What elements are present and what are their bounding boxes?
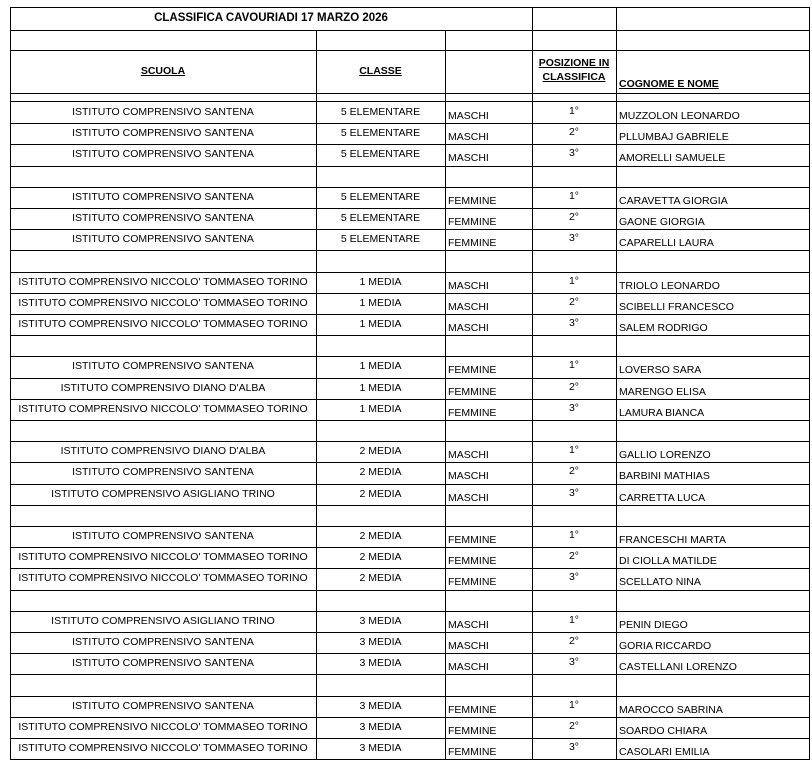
cell-genere: MASCHI <box>448 640 489 652</box>
cell-classe: 3 MEDIA <box>359 699 402 712</box>
cell-scuola: ISTITUTO COMPRENSIVO SANTENA <box>72 530 254 542</box>
cell-posizione: 3° <box>568 232 580 245</box>
cell-scuola: ISTITUTO COMPRENSIVO ASIGLIANO TRINO <box>51 487 275 500</box>
cell-posizione: 3° <box>568 571 580 584</box>
cell-scuola: ISTITUTO COMPRENSIVO SANTENA <box>72 657 254 670</box>
cell-genere: FEMMINE <box>448 534 497 546</box>
cell-nome: CASTELLANI LORENZO <box>619 661 737 674</box>
cell-classe: 2 MEDIA <box>359 445 402 458</box>
cell-nome: MARENGO ELISA <box>619 385 706 398</box>
cell-posizione: 1° <box>568 698 580 711</box>
cell-posizione: 2° <box>568 126 580 139</box>
cell-nome: PLLUMBAJ GABRIELE <box>619 131 729 144</box>
cell-posizione: 3° <box>568 741 580 753</box>
cell-posizione: 2° <box>568 295 580 308</box>
cell-scuola: ISTITUTO COMPRENSIVO SANTENA <box>72 127 254 140</box>
cell-nome: CAPARELLI LAURA <box>619 237 714 250</box>
cell-posizione: 1° <box>568 189 580 202</box>
cell-classe: 3 MEDIA <box>359 720 402 733</box>
cell-posizione: 1° <box>568 105 580 117</box>
cell-genere: FEMMINE <box>448 724 497 737</box>
cell-nome: GORIA RICCARDO <box>619 640 712 652</box>
cell-genere: MASCHI <box>448 110 489 122</box>
cell-posizione: 1° <box>568 529 580 541</box>
cell-genere: MASCHI <box>448 470 489 483</box>
cell-scuola: ISTITUTO COMPRENSIVO SANTENA <box>72 466 254 479</box>
cell-genere: FEMMINE <box>448 194 497 207</box>
cell-scuola: ISTITUTO COMPRENSIVO SANTENA <box>72 190 254 203</box>
cell-nome: CARRETTA LUCA <box>619 491 706 504</box>
cell-nome: MUZZOLON LEONARDO <box>619 110 740 122</box>
cell-nome: SALEM RODRIGO <box>619 322 708 334</box>
cell-genere: MASCHI <box>448 322 489 334</box>
cell-genere: MASCHI <box>448 131 489 144</box>
header-cognome: COGNOME E NOME <box>619 78 719 90</box>
cell-classe: 5 ELEMENTARE <box>340 190 421 203</box>
cell-classe: 5 ELEMENTARE <box>340 233 421 246</box>
cell-classe: 1 MEDIA <box>359 402 402 415</box>
cell-classe: 1 MEDIA <box>359 296 402 309</box>
cell-classe: 3 MEDIA <box>359 614 402 627</box>
cell-genere: MASCHI <box>448 279 489 292</box>
cell-posizione: 1° <box>568 274 580 287</box>
cell-genere: MASCHI <box>448 618 489 631</box>
cell-genere: FEMMINE <box>448 703 497 716</box>
cell-scuola: ISTITUTO COMPRENSIVO NICCOLO' TOMMASEO TORINO <box>18 275 308 288</box>
cell-scuola: ISTITUTO COMPRENSIVO SANTENA <box>72 699 254 712</box>
cell-nome: TRIOLO LEONARDO <box>619 279 720 292</box>
cell-genere: FEMMINE <box>448 216 497 228</box>
header-scuola: SCUOLA <box>140 65 186 77</box>
cell-nome: CASOLARI EMILIA <box>619 746 710 758</box>
cell-scuola: ISTITUTO COMPRENSIVO NICCOLO' TOMMASEO TORINO <box>18 402 308 415</box>
cell-posizione: 2° <box>568 719 580 732</box>
cell-genere: FEMMINE <box>448 237 497 250</box>
cell-nome: SOARDO CHIARA <box>619 724 708 737</box>
cell-nome: GAONE GIORGIA <box>619 216 705 228</box>
cell-nome: CARAVETTA GIORGIA <box>619 194 728 207</box>
cell-scuola: ISTITUTO COMPRENSIVO SANTENA <box>72 212 254 224</box>
cell-classe: 3 MEDIA <box>359 657 402 670</box>
cell-classe: 2 MEDIA <box>359 466 402 479</box>
cell-nome: FRANCESCHI MARTA <box>619 534 726 546</box>
cell-nome: DI CIOLLA MATILDE <box>619 555 717 568</box>
cell-classe: 1 MEDIA <box>359 360 402 373</box>
cell-scuola: ISTITUTO COMPRENSIVO NICCOLO' TOMMASEO TORINO <box>18 551 308 564</box>
cell-nome: SCELLATO NINA <box>619 576 701 589</box>
cell-scuola: ISTITUTO COMPRENSIVO SANTENA <box>72 636 254 648</box>
header-classe: CLASSE <box>359 65 402 77</box>
cell-posizione: 3° <box>568 147 580 160</box>
cell-scuola: ISTITUTO COMPRENSIVO ASIGLIANO TRINO <box>51 614 275 627</box>
cell-scuola: ISTITUTO COMPRENSIVO SANTENA <box>72 233 254 246</box>
cell-posizione: 2° <box>568 465 580 478</box>
cell-genere: FEMMINE <box>448 576 497 589</box>
cell-classe: 2 MEDIA <box>359 530 402 542</box>
cell-genere: FEMMINE <box>448 406 497 419</box>
cell-classe: 2 MEDIA <box>359 572 402 585</box>
cell-scuola: ISTITUTO COMPRENSIVO NICCOLO' TOMMASEO TORINO <box>18 720 308 733</box>
cell-genere: FEMMINE <box>448 385 497 398</box>
cell-posizione: 1° <box>568 359 580 372</box>
cell-scuola: ISTITUTO COMPRENSIVO SANTENA <box>72 106 254 118</box>
cell-nome: LAMURA BIANCA <box>619 406 705 419</box>
cell-posizione: 2° <box>568 380 580 393</box>
cell-nome: PENIN DIEGO <box>619 618 688 631</box>
cell-classe: 2 MEDIA <box>359 487 402 500</box>
cell-scuola: ISTITUTO COMPRENSIVO NICCOLO' TOMMASEO TORINO <box>18 742 308 754</box>
cell-classe: 3 MEDIA <box>359 742 402 754</box>
cell-nome: LOVERSO SARA <box>619 364 702 377</box>
cell-scuola: ISTITUTO COMPRENSIVO NICCOLO' TOMMASEO TORINO <box>18 572 308 585</box>
cell-classe: 5 ELEMENTARE <box>340 127 421 140</box>
cell-classe: 3 MEDIA <box>359 636 402 648</box>
cell-classe: 1 MEDIA <box>359 318 402 330</box>
sheet-title: CLASSIFICA CAVOURIADI 17 MARZO 2026 <box>154 12 388 24</box>
cell-scuola: ISTITUTO COMPRENSIVO NICCOLO' TOMMASEO TORINO <box>18 318 308 330</box>
cell-posizione: 2° <box>568 550 580 563</box>
cell-classe: 1 MEDIA <box>359 381 402 394</box>
cell-classe: 2 MEDIA <box>359 551 402 564</box>
cell-genere: FEMMINE <box>448 364 497 377</box>
cell-genere: MASCHI <box>448 449 489 462</box>
cell-scuola: ISTITUTO COMPRENSIVO SANTENA <box>72 148 254 161</box>
cell-scuola: ISTITUTO COMPRENSIVO DIANO D'ALBA <box>60 381 266 394</box>
cell-genere: MASCHI <box>448 300 489 313</box>
cell-posizione: 2° <box>568 635 580 647</box>
header-posizione: POSIZIONE IN CLASSIFICA <box>538 57 610 83</box>
cell-nome: AMORELLI SAMUELE <box>619 152 726 165</box>
cell-classe: 1 MEDIA <box>359 275 402 288</box>
cell-nome: SCIBELLI FRANCESCO <box>619 300 734 313</box>
cell-scuola: ISTITUTO COMPRENSIVO DIANO D'ALBA <box>60 445 266 458</box>
cell-posizione: 3° <box>568 656 580 669</box>
cell-genere: FEMMINE <box>448 555 497 568</box>
cell-nome: MAROCCO SABRINA <box>619 703 723 716</box>
cell-genere: MASCHI <box>448 152 489 165</box>
cell-nome: BARBINI MATHIAS <box>619 470 710 483</box>
cell-posizione: 3° <box>568 486 580 499</box>
cell-posizione: 3° <box>568 317 580 329</box>
cell-posizione: 2° <box>568 211 580 223</box>
cell-genere: MASCHI <box>448 661 489 674</box>
cell-classe: 5 ELEMENTARE <box>340 106 421 118</box>
cell-genere: MASCHI <box>448 491 489 504</box>
cell-posizione: 1° <box>568 444 580 457</box>
ranking-sheet <box>10 7 810 769</box>
cell-posizione: 1° <box>568 613 580 626</box>
cell-genere: FEMMINE <box>448 746 497 758</box>
cell-scuola: ISTITUTO COMPRENSIVO SANTENA <box>72 360 254 373</box>
cell-posizione: 3° <box>568 401 580 414</box>
cell-classe: 5 ELEMENTARE <box>340 212 421 224</box>
cell-classe: 5 ELEMENTARE <box>340 148 421 161</box>
cell-nome: GALLIO LORENZO <box>619 449 711 462</box>
cell-scuola: ISTITUTO COMPRENSIVO NICCOLO' TOMMASEO TORINO <box>18 296 308 309</box>
